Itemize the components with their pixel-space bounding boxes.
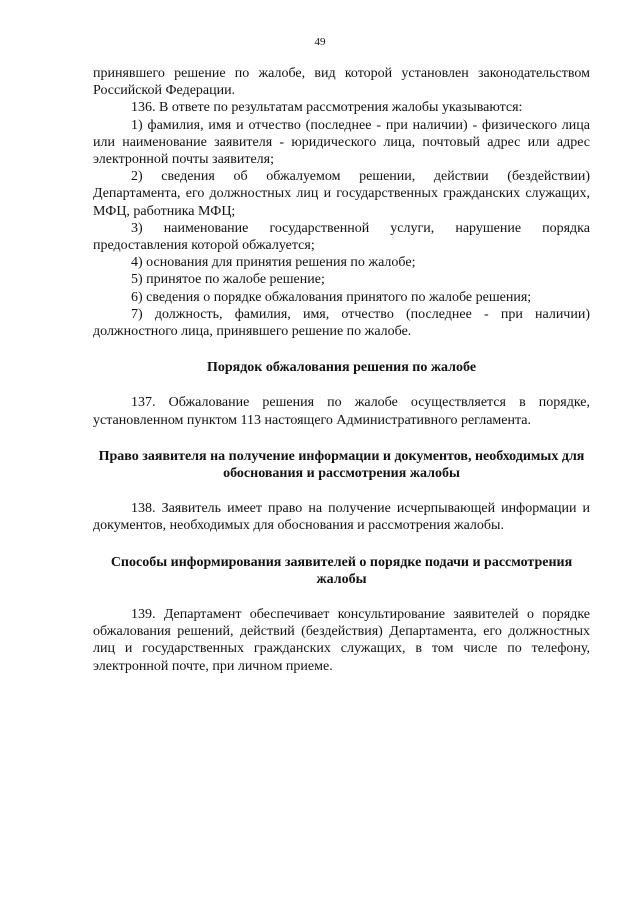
paragraph-continuation: принявшего решение по жалобе, вид которой установлен законодательством Российской Федерации. (93, 66, 590, 99)
section-heading-informing-methods: Способы информирования заявителей о порядке подачи и рассмотрения жалобы (110, 554, 573, 587)
list-item-5: 5) принятое по жалобе решение; (131, 272, 325, 288)
paragraph-138: 138. Заявитель имеет право на получение исчерпывающей информации и документов, необходимых для обоснования и рассмотрения жалобы. (93, 501, 590, 534)
paragraph-136: 136. В ответе по результатам рассмотрения жалобы указываются: (131, 100, 523, 116)
list-item-6: 6) сведения о порядке обжалования принятого по жалобе решения; (131, 289, 532, 305)
list-item-2: 2) сведения об обжалуемом решении, действии (бездействии) Департамента, его должностных лиц и государственных гражданских служащих, МФЦ, работника МФЦ; (93, 169, 590, 219)
document-body (93, 65, 590, 675)
section-heading-applicant-rights: Право заявителя на получение информации и документов, необходимых для обоснования и рассмотрения жалобы (98, 448, 585, 482)
list-item-3: 3) наименование государственной услуги, нарушение порядка предоставления которой обжалуется; (93, 220, 590, 254)
paragraph-139: 139. Департамент обеспечивает консультирование заявителей о порядке обжалования решений, действий (бездействия) Департамента, его должностных лиц и государственных гражданских служащих, в том числе по телефону, электронной почте, при личном приеме. (93, 607, 590, 674)
list-item-7: 7) должность, фамилия, имя, отчество (последнее - при наличии) должностного лица, принявшего решение по жалобе. (93, 306, 590, 340)
section-heading-appeal-order: Порядок обжалования решения по жалобе (206, 360, 477, 376)
list-item-1: 1) фамилия, имя и отчество (последнее - при наличии) - физического лица или наименование заявителя - юридического лица, почтовый адрес или адрес электронной почты заявителя; (93, 117, 590, 168)
page-number: 49 (314, 36, 326, 48)
paragraph-137: 137. Обжалование решения по жалобе осуществляется в порядке, установленном пунктом 113 настоящего Административного регламента. (93, 395, 590, 428)
list-item-4: 4) основания для принятия решения по жалобе; (131, 255, 416, 271)
